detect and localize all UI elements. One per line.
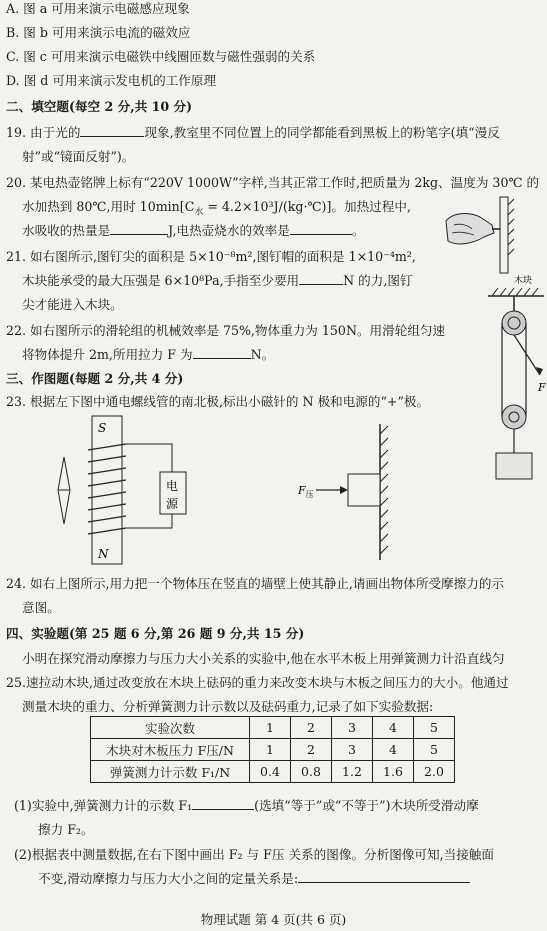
power-label-2: 源 xyxy=(166,497,179,511)
q19-text-a: 19. 由于光的 xyxy=(6,125,81,140)
table-cell: 3 xyxy=(332,739,373,761)
q24-line1: 24. 如右上图所示,用力把一个物体压在竖直的墙壁上使其静止,请画出物体所受摩擦力的示 xyxy=(6,576,505,591)
table-cell: 0.4 xyxy=(250,761,291,783)
table-cell: 1.6 xyxy=(373,761,414,783)
pole-n-label: N xyxy=(98,547,109,561)
q25-1-line1 xyxy=(14,797,479,814)
force-f-label: F xyxy=(538,381,546,394)
table-header-reading: 弹簧测力计示数 F₁/N xyxy=(91,761,250,783)
option-c: C. 图 c 可用来演示电磁铁中线圈匝数与磁性强弱的关系 xyxy=(6,49,316,64)
wood-block xyxy=(500,197,508,273)
wall-block-figure xyxy=(288,422,408,562)
weight-block xyxy=(496,453,532,479)
q25-2-text-b: 不变,滑动摩擦力与压力大小之间的定量关系是: xyxy=(38,871,299,886)
table-cell: 5 xyxy=(414,717,455,739)
table-cell: 4 xyxy=(373,739,414,761)
q20-line1: 20. 某电热壶铭牌上标有“220V 1000W”字样,当其正常工作时,把质量为 2kg、温度为 30℃ 的 xyxy=(6,175,540,190)
q25-1-line2: 擦力 F₂。 xyxy=(38,822,94,837)
solenoid-coil xyxy=(88,444,126,534)
fixed-pulley xyxy=(502,311,526,335)
table-cell: 2 xyxy=(291,739,332,761)
q25-2-blank[interactable] xyxy=(298,870,470,883)
wood-label: 木块 xyxy=(514,275,533,285)
table-row-pressure xyxy=(91,739,455,761)
q24-line2: 意图。 xyxy=(22,600,60,615)
q25-text-b: 速拉动木块,通过改变放在木块上砝码的重力来改变木块与木板之间压力的大小。他通过 xyxy=(26,675,509,690)
solenoid-core xyxy=(92,416,122,564)
q21-text-b: 木块能承受的最大压强是 6×10⁸Pa,手指至少要用 xyxy=(22,273,300,288)
q20-text-b2: = 4.2×10³J/(kg·℃)]。加热过程中, xyxy=(203,199,411,214)
pressed-block xyxy=(348,474,380,506)
pulley-thumbtack-figure xyxy=(440,195,547,485)
table-cell: 5 xyxy=(414,739,455,761)
q20-blank-efficiency[interactable] xyxy=(290,222,352,235)
q21-line3: 尖才能进入木块。 xyxy=(22,297,123,312)
table-cell: 1.2 xyxy=(332,761,373,783)
table-cell: 1 xyxy=(250,717,291,739)
option-a: A. 图 a 可用来演示电磁感应现象 xyxy=(6,1,190,16)
table-cell: 2.0 xyxy=(414,761,455,783)
q20-line3 xyxy=(22,222,364,239)
q25-line1: 小明在探究滑动摩擦力与压力大小关系的实验中,他在水平木板上用弹簧测力计沿直线匀 xyxy=(22,651,505,666)
q25-1-text-a: (1)实验中,弹簧测力计的示数 F₁ xyxy=(14,798,193,813)
q19-blank[interactable] xyxy=(80,124,144,137)
section-drawing: 三、作图题(每题 2 分,共 4 分) xyxy=(6,371,184,386)
q20-text-b: 水加热到 80℃,用时 10min[C xyxy=(22,199,195,214)
table-row-trials xyxy=(91,717,455,739)
q22-text-b2: N。 xyxy=(250,347,275,362)
press-force-label: $F_压$ xyxy=(298,484,314,499)
power-label-1: 电 xyxy=(166,479,179,493)
experiment-table xyxy=(90,716,455,783)
q25-line2 xyxy=(6,674,509,691)
table-row-reading xyxy=(91,761,455,783)
press-force-arrow-icon xyxy=(340,486,348,494)
q21-line1: 21. 如右图所示,图钉尖的面积是 5×10⁻⁸m²,图钉帽的面积是 1×10⁻⁴m², xyxy=(6,249,416,264)
solenoid-figure xyxy=(40,412,215,570)
q22-text-b: 将物体提升 2m,所用拉力 F 为 xyxy=(22,347,193,362)
q22-line1: 22. 如右图所示的滑轮组的机械效率是 75%,物体重力为 150N。用滑轮组匀速 xyxy=(6,323,446,338)
q22-line2 xyxy=(22,346,274,363)
q25-line3: 测量木块的重力、分析弹簧测力计示数以及砝码重力,记录了如下实验数据: xyxy=(22,699,434,714)
table-cell: 2 xyxy=(291,717,332,739)
option-b: B. 图 b 可用来演示电流的磁效应 xyxy=(6,25,191,40)
q25-1-blank[interactable] xyxy=(192,797,254,810)
q22-blank[interactable] xyxy=(193,346,251,359)
q20-line2 xyxy=(22,198,411,222)
q20-text-c3: 。 xyxy=(351,223,365,238)
table-cell: 0.8 xyxy=(291,761,332,783)
q21-text-b2: N 的力,图钉 xyxy=(343,273,413,288)
movable-pulley xyxy=(502,405,526,429)
table-cell: 1 xyxy=(250,739,291,761)
q21-blank[interactable] xyxy=(299,272,343,285)
table-header-pressure: 木块对木板压力 F压/N xyxy=(91,739,250,761)
table-cell: 4 xyxy=(373,717,414,739)
q20-blank-heat[interactable] xyxy=(110,222,168,235)
q20-text-c2: J,电热壶烧水的效率是 xyxy=(168,223,290,238)
q23-text: 23. 根据左下图中通电螺线管的南北极,标出小磁针的 N 极和电源的“+”极。 xyxy=(6,394,430,409)
page-footer: 物理试题 第 4 页(共 6 页) xyxy=(200,912,347,927)
q19-line2: 射”或“镜面反射”)。 xyxy=(22,149,135,164)
q25-num: 25. xyxy=(6,675,27,690)
q20-sub: 水 xyxy=(194,207,204,218)
q19-text-b: 现象,教室里不同位置上的同学都能看到黑板上的粉笔字(填“漫反 xyxy=(144,125,500,140)
q21-line2 xyxy=(22,272,413,289)
table-cell: 3 xyxy=(332,717,373,739)
hand-icon xyxy=(446,214,494,244)
q25-1-text-b: (选填“等于”或“不等于”)木块所受滑动摩 xyxy=(254,798,479,813)
q19-line1 xyxy=(6,124,500,141)
pole-s-label: S xyxy=(98,421,107,435)
q25-2-line1: (2)根据表中测量数据,在右下图中画出 F₂ 与 F压 关系的图像。分析图像可知,当接触面 xyxy=(14,847,494,862)
table-header-trials: 实验次数 xyxy=(91,717,250,739)
section-fill-in: 二、填空题(每空 2 分,共 10 分) xyxy=(6,99,193,114)
q20-text-c: 水吸收的热量是 xyxy=(22,223,111,238)
q25-2-line2 xyxy=(38,870,470,887)
option-d: D. 图 d 可用来演示发电机的工作原理 xyxy=(6,73,217,88)
section-experiment: 四、实验题(第 25 题 6 分,第 26 题 9 分,共 15 分) xyxy=(6,626,305,641)
